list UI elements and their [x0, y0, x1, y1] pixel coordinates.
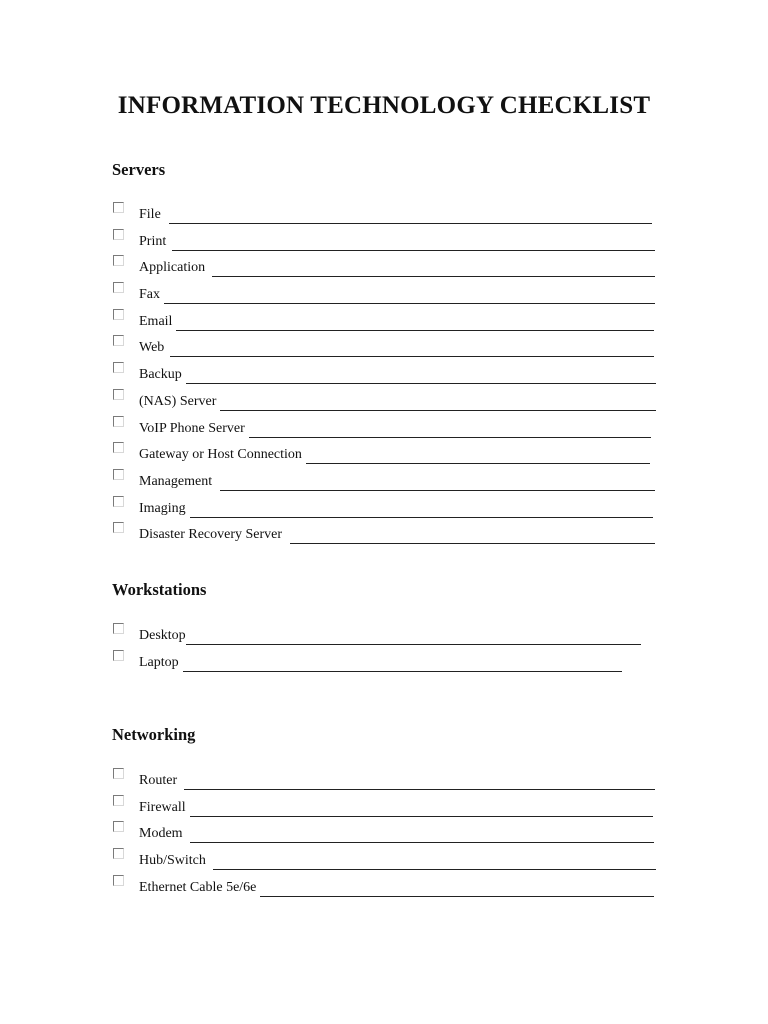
item-label-print: Print	[139, 233, 167, 249]
section-networking	[112, 725, 657, 901]
answer-line-gateway[interactable]	[306, 449, 650, 464]
checklist-item-application	[112, 255, 657, 282]
checkbox-print[interactable]	[113, 229, 124, 240]
checkbox-modem[interactable]	[113, 821, 124, 832]
answer-line-firewall[interactable]	[190, 802, 653, 817]
page-title: INFORMATION TECHNOLOGY CHECKLIST	[117, 92, 651, 119]
checklist-item-web	[112, 335, 657, 362]
item-label-router: Router	[139, 773, 178, 788]
item-label-desktop: Desktop	[139, 628, 186, 643]
checkbox-application[interactable]	[113, 255, 124, 266]
checklist-item-laptop	[112, 650, 657, 677]
checklist-item-imaging	[112, 496, 657, 523]
checklist-item-backup	[112, 362, 657, 389]
answer-line-imaging[interactable]	[190, 503, 653, 518]
section-workstations	[112, 580, 657, 676]
checkbox-ethernet-cable[interactable]	[113, 875, 124, 886]
checklist-item-modem	[112, 821, 657, 848]
answer-line-management[interactable]	[220, 476, 655, 491]
item-label-nas-server: (NAS) Server	[139, 393, 217, 409]
item-label-ethernet-cable: Ethernet Cable 5e/6e	[139, 879, 257, 895]
checkbox-backup[interactable]	[113, 362, 124, 373]
checkbox-firewall[interactable]	[113, 795, 124, 806]
item-label-email: Email	[139, 313, 173, 329]
section-heading-workstations: Workstations	[112, 580, 207, 599]
answer-line-desktop[interactable]	[186, 630, 641, 645]
checklist-item-print	[112, 229, 657, 256]
checklist-item-hub-switch	[112, 848, 657, 875]
answer-line-print[interactable]	[172, 236, 655, 251]
checkbox-nas-server[interactable]	[113, 389, 124, 400]
checkbox-management[interactable]	[113, 469, 124, 480]
checklist-item-desktop	[112, 623, 657, 650]
answer-line-nas-server[interactable]	[220, 396, 656, 411]
answer-line-router[interactable]	[184, 775, 655, 790]
answer-line-laptop[interactable]	[183, 657, 622, 672]
item-label-disaster-recovery: Disaster Recovery Server	[139, 527, 283, 543]
checklist-item-disaster-recovery	[112, 522, 657, 549]
item-label-imaging: Imaging	[139, 500, 186, 516]
checkbox-gateway[interactable]	[113, 442, 124, 453]
checkbox-voip-phone-server[interactable]	[113, 416, 124, 427]
item-label-backup: Backup	[139, 367, 182, 383]
answer-line-ethernet-cable[interactable]	[260, 882, 654, 897]
checklist-item-fax	[112, 282, 657, 309]
answer-line-file[interactable]	[169, 209, 652, 224]
item-label-web: Web	[139, 340, 165, 356]
item-label-gateway: Gateway or Host Connection	[139, 447, 302, 463]
checkbox-email[interactable]	[113, 309, 124, 320]
section-heading-networking: Networking	[112, 725, 196, 744]
checklist-item-management	[112, 469, 657, 496]
checkbox-hub-switch[interactable]	[113, 848, 124, 859]
item-label-management: Management	[139, 473, 213, 489]
checkbox-disaster-recovery[interactable]	[113, 522, 124, 533]
answer-line-backup[interactable]	[186, 369, 656, 384]
answer-line-email[interactable]	[176, 316, 654, 331]
section-heading-servers: Servers	[112, 160, 166, 179]
checklist-item-gateway	[112, 442, 657, 469]
checklist-item-router	[112, 768, 657, 795]
checkbox-file[interactable]	[113, 202, 124, 213]
answer-line-application[interactable]	[212, 262, 655, 277]
item-label-firewall: Firewall	[139, 799, 186, 815]
item-label-laptop: Laptop	[139, 654, 179, 670]
answer-line-web[interactable]	[170, 342, 654, 357]
checklist-item-nas-server	[112, 389, 657, 416]
checklist-item-voip-phone-server	[112, 416, 657, 443]
checklist-item-firewall	[112, 795, 657, 822]
answer-line-fax[interactable]	[164, 289, 655, 304]
checkbox-laptop[interactable]	[113, 650, 124, 661]
answer-line-voip-phone-server[interactable]	[249, 423, 651, 438]
checkbox-web[interactable]	[113, 335, 124, 346]
item-label-file: File	[139, 207, 161, 222]
item-label-fax: Fax	[139, 287, 160, 303]
item-label-application: Application	[139, 260, 206, 276]
checkbox-fax[interactable]	[113, 282, 124, 293]
servers-item-list	[112, 202, 657, 549]
checkbox-desktop[interactable]	[113, 623, 124, 634]
networking-item-list	[112, 768, 657, 901]
checklist-item-ethernet-cable	[112, 875, 657, 902]
section-servers	[112, 160, 657, 549]
answer-line-hub-switch[interactable]	[213, 855, 656, 870]
checklist-item-file	[112, 202, 657, 229]
item-label-voip-phone-server: VoIP Phone Server	[139, 420, 245, 436]
checkbox-router[interactable]	[113, 768, 124, 779]
checkbox-imaging[interactable]	[113, 496, 124, 507]
item-label-modem: Modem	[139, 826, 183, 842]
answer-line-disaster-recovery[interactable]	[290, 529, 655, 544]
workstations-item-list	[112, 623, 657, 676]
checklist-item-email	[112, 309, 657, 336]
answer-line-modem[interactable]	[190, 828, 654, 843]
item-label-hub-switch: Hub/Switch	[139, 853, 206, 869]
